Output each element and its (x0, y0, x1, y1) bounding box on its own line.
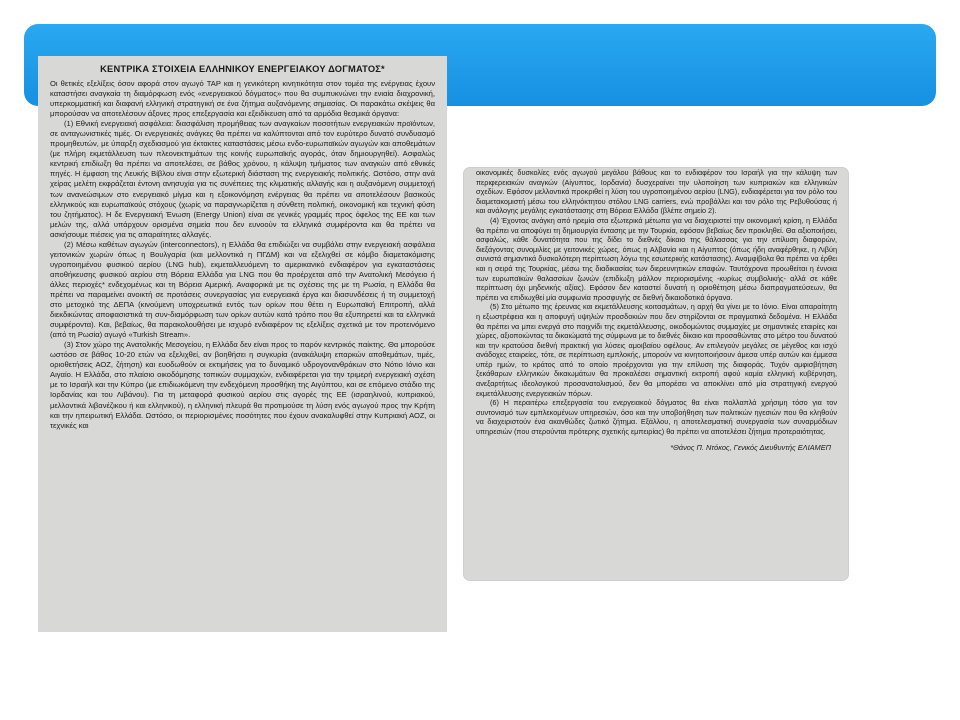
article-title: ΚΕΝΤΡΙΚΑ ΣΤΟΙΧΕΙΑ ΕΛΛΗΝΙΚΟΥ ΕΝΕΡΓΕΙΑΚΟΥ ΔΟΓΜΑΤΟΣ* (100, 64, 385, 74)
intro-paragraph: Οι θετικές εξελίξεις όσον αφορά στον αγωγό TAP και η γενικότερη κινητικότητα στον τομέα της ενέργειας έχουν καταστήσει αναγκαία τη διαμόρφωση ενός «ενεργειακού δόγματος» που θα συμπυκνώνει την ενιαία διαχρονική, υπερκομματική και διαφανή ελληνική στρατηγική σε ένα ζήτημα αυξανόμενης σημασίας. Οι παρακάτω σκέψεις θα μπορούσαν να αποτελέσουν άξονες προς επεξεργασία και εξειδίκευση από τα αρμόδια θεσμικά όργανα: (50, 79, 435, 119)
paragraph-point-1: (1) Εθνική ενεργειακή ασφάλεια: διασφάλιση προμήθειας των αναγκαίων ποσοτήτων ενεργειακών προϊόντων, σε ανταγωνιστικές τιμές. Οι ενεργειακές ανάγκες θα πρέπει να καλύπτονται από τον ευρύτερο δυνατό συνδυασμό προμηθευτών, με ύπαρξη σχεδιασμού για έκτακτες καταστάσεις μέσω ενδο-ευρωπαϊκών αγωγών και αποθεμάτων (με πλήρη εκμετάλλευση των πλεονεκτημάτων της κοινής ευρωπαϊκής αγοράς, όταν δημιουργηθεί). Ασφαλώς κεντρική επιδίωξη θα πρέπει να αποτελέσει, σε βάθος χρόνου, η κάλυψη τμήματος των αναγκών από εθνικές πηγές. Η έμφαση της Λευκής Βίβλου είναι στην εξωτερική διάσταση της ενεργειακής πολιτικής. Ωστόσο, στην ανά χείρας μελέτη εκφράζεται έντονη ανησυχία για τις συνέπειες της κλιματικής αλλαγής και η αυξανόμενη συμμετοχή των ανανεώσιμων στο ενεργειακό μίγμα και η εξοικονόμηση ενέργειας θα πρέπει να αποτελέσουν βασικούς ελληνικούς και ευρωπαϊκούς στόχους (χωρίς να παραγνωρίζεται η σύνθετη πολιτική, οικονομική και τεχνική φύση του ζητήματος). Η δε Ενεργειακή Ένωση (Energy Union) είναι σε γενικές γραμμές προς όφελος της ΕΕ και των μελών της, αλλά υπάρχουν ορισμένα σημεία που δεν ευνοούν τα ελληνικά συμφέροντα και θα πρέπει να ασκήσουμε πιέσεις για τις απαραίτητες αλλαγές. (50, 119, 435, 239)
paragraph-point-3: (3) Στον χώρο της Ανατολικής Μεσογείου, η Ελλάδα δεν είναι προς το παρόν κεντρικός παίκτης. Θα μπορούσε ωστόσο σε βάθος 10-20 ετών να εξελιχθεί, αν βοηθήσει η συγκυρία (ανακάλυψη επαρκών αποθεμάτων, τιμές, οριοθετήσεις ΑΟΖ, ζήτηση) και ευοδωθούν οι εκτιμήσεις για το δυναμικό υδρογονανθράκων στο Νότιο Ιόνιο και Αιγαίο. Η Ελλάδα, στο πλαίσιο οικοδόμησης τοπικών συμμαχιών, ενδιαφέρεται για την τριμερή ενεργειακή σχέση με το Ισραήλ και την Κύπρο (με επιδιωκόμενη την ενδεχόμενη προσθήκη της Αιγύπτου, και σε επόμενο στάδιο της Ιορδανίας και του Λιβάνου). Για τη μεταφορά φυσικού αερίου στις αγορές της ΕΕ (ισραηλινού, κυπριακού, μελλοντικά λιβανέζικου ή και ελληνικού), η ελληνική πλευρά θα προτιμούσε τη λύση ενός αγωγού προς την Κρήτη και την ηπειρωτική Ελλάδα. Ωστόσο, οι περιορισμένες ποσότητες που έχουν ανακαλυφθεί στην Κυπριακή ΑΟΖ, οι τεχνικές και (50, 340, 435, 430)
paragraph-point-5: (5) Στο μέτωπο της έρευνας και εκμετάλλευσης κοιτασμάτων, η αρχή θα γίνει με το Ιόνιο. Είναι απαραίτητη η εξωστρέφεια και η αποφυγή υψηλών προσδοκιών που δεν στηρίζονται σε πραγματικά δεδομένα. Η Ελλάδα θα πρέπει να μπει ενεργά στο παιχνίδι της εκμετάλλευσης, οικοδομώντας συμμαχίες με σημαντικές εταιρίες και χώρες, αξιοποιώντας τα δικαιώματά της σύμφωνα με το διεθνές δίκαιο και προσαθώντας στο μέτρο του δυνατού και την κρατούσα διεθνή πρακτική για λύσεις αμοιβαίου οφέλους. Αν επιλεγούν μεγάλες σε μέγεθος και ισχύ ανάδοχες εταιρείες, τότε, σε περίπτωση εμπλοκής, μπορούν να κινητοποιήσουν άμεσα υπέρ αυτών και έμμεσα υπέρ ημών, το κράτος από το οποίο προέρχονται για την επίλυση της διαφοράς. Τυχόν αμφισβήτηση ξεκάθαρων ελληνικών δικαιωμάτων θα προκαλέσει σημαντική εκτροπή αφού καμία ελληνική κυβέρνηση, ανεξαρτήτως ιδεολογικού προσανατολισμού, δεν θα μπορέσει να αποκλίνει από μία στρατηγική ενεργού εκμετάλλευσης ενεργειακών πόρων. (476, 302, 837, 398)
article-clipping-left (38, 56, 447, 632)
article-clipping-right (464, 168, 848, 580)
paragraph-point-2: (2) Μέσω καθέτων αγωγών (interconnectors), η Ελλάδα θα επιδιώξει να συμβάλει στην ενεργειακή ασφάλεια γειτονικών χωρών όπως η Βουλγαρία (και μελλοντικά η ΠΓΔΜ) και να εξελιχθεί σε κόμβο διαμετακόμισης υγροποιημένου φυσικού αερίου (LNG hub), εκμεταλλευόμενη το αμερικανικό ενδιαφέρον για εγκαταστάσεις αποθήκευσης φυσικού αερίου στη Βόρεια Ελλάδα για LNG που θα προέρχεται από την Ανατολική Μεσόγειο ή άλλες περιοχές* ενδεχομένως και τη Βόρεια Αμερική. Αναφορικά με τις σχέσεις της με τη Ρωσία, η Ελλάδα θα πρέπει να παραμείνει ανοικτή σε προτάσεις συνεργασίας για ενεργειακά έργα και διασυνδέσεις ή τη συμμετοχή στο μετοχικό της ΔΕΠΑ (κινούμενη υποχρεωτικά εντός των ορίων που θέτει η Ευρωπαϊκή Επιτροπή, αλλά διεκδικώντας αποφασιστικά τη συν-διαμόρφωση των ορίων αυτών κατά τρόπο που θα εξυπηρετεί και τα ελληνικά συμφέροντα). Και, βεβαίως, θα παρακολουθήσει με ισχυρό ενδιαφέρον τις εξελίξεις σχετικά με τον προτεινόμενο (από τη Ρωσία) αγωγό «Turkish Stream». (50, 239, 435, 340)
paragraph-point-6: (6) Η περαιτέρω επεξεργασία του ενεργειακού δόγματος θα είναι πολλαπλά χρήσιμη τόσο για τον συντονισμό των εμπλεκομένων υπηρεσιών, όσο και την υποβοήθηση των πολιτικών ηγεσιών που θα κληθούν να διαχειριστούν ένα ακανθώδες ζωτικό ζήτημα. Εξάλλου, η αποτελεσματική συνεργασία των συναρμόδιων υπηρεσιών (που στερούνται πρότερης σχετικής εμπειρίας) θα πρέπει να αποτελέσει ζήτημα προτεραιότητας. (476, 398, 837, 437)
paragraph-continuation: οικονομικές δυσκολίες ενός αγωγού μεγάλου βάθους και το ενδιαφέρον του Ισραήλ για την κάλυψη των περιφερειακών αναγκών (Αίγυπτος, Ιορδανία) δυσχεραίνει την υλοποίηση των κυπριακών και ελληνικών σχεδίων. Εφόσον μελλοντικά προκριθεί η λύση του υγροποιημένου αερίου (LNG), ενδιαφέρεται για τον ρόλο του διαμετακομιστή μέσω του ελληνόκτητου στόλου LNG carriers, ενώ προβάλλει και τον ρόλο της Ρεβυθούσας ή και ανάλογης μεγάλης εγκατάστασης στη Βόρεια Ελλάδα (βλέπε σημείο 2). (476, 168, 837, 216)
author-signature: *Θάνος Π. Ντόκος, Γενικός Διευθυντής ΕΛΙΑΜΕΠ (670, 442, 831, 452)
paragraph-point-4: (4) Έχοντας ανάγκη από ηρεμία στα εξωτερικά μέτωπα για να διαχειριστεί την οικονομική κρίση, η Ελλάδα θα πρέπει να αποφύγει τη δημιουργία έντασης με την Τουρκία, εφόσον βεβαίως δεν προκληθεί. Θα αξιοποιήσει, ασφαλώς, κάθε δυνατότητα που της δίδει το διεθνές δίκαιο της θάλασσας για την επίλυση διαφορών, διεξάγοντας συνομιλίες με γειτονικές χώρες, όπως η Αλβανία και η Αίγυπτος (όπως ήδη αναφέρθηκε, η Λιβύη συνιστά σημαντικά δυσκολότερη περίπτωση λόγω της εσωτερικής κατάστασης). Αναμφίβολα θα πρέπει να έρθει και η σειρά της Τουρκίας, μέσω της διαδικασίας των διερευνητικών επαφών. Ταυτόχρονα προωθείται η έννοια των ευρωπαϊκών θαλασσίων ζωνών (επιδίωξη μάλλον περιορισμένης -κυρίως συμβολικής- αλλά σε κάθε περίπτωση όχι μηδενικής αξίας). Εφόσον δεν καταστεί δυνατή η οριοθέτηση μέσω διαπραγματεύσεων, θα πρέπει να επιδιωχθεί μία συμφωνία προσφυγής σε διεθνή δικαιοδοτικά όργανα. (476, 215, 837, 302)
